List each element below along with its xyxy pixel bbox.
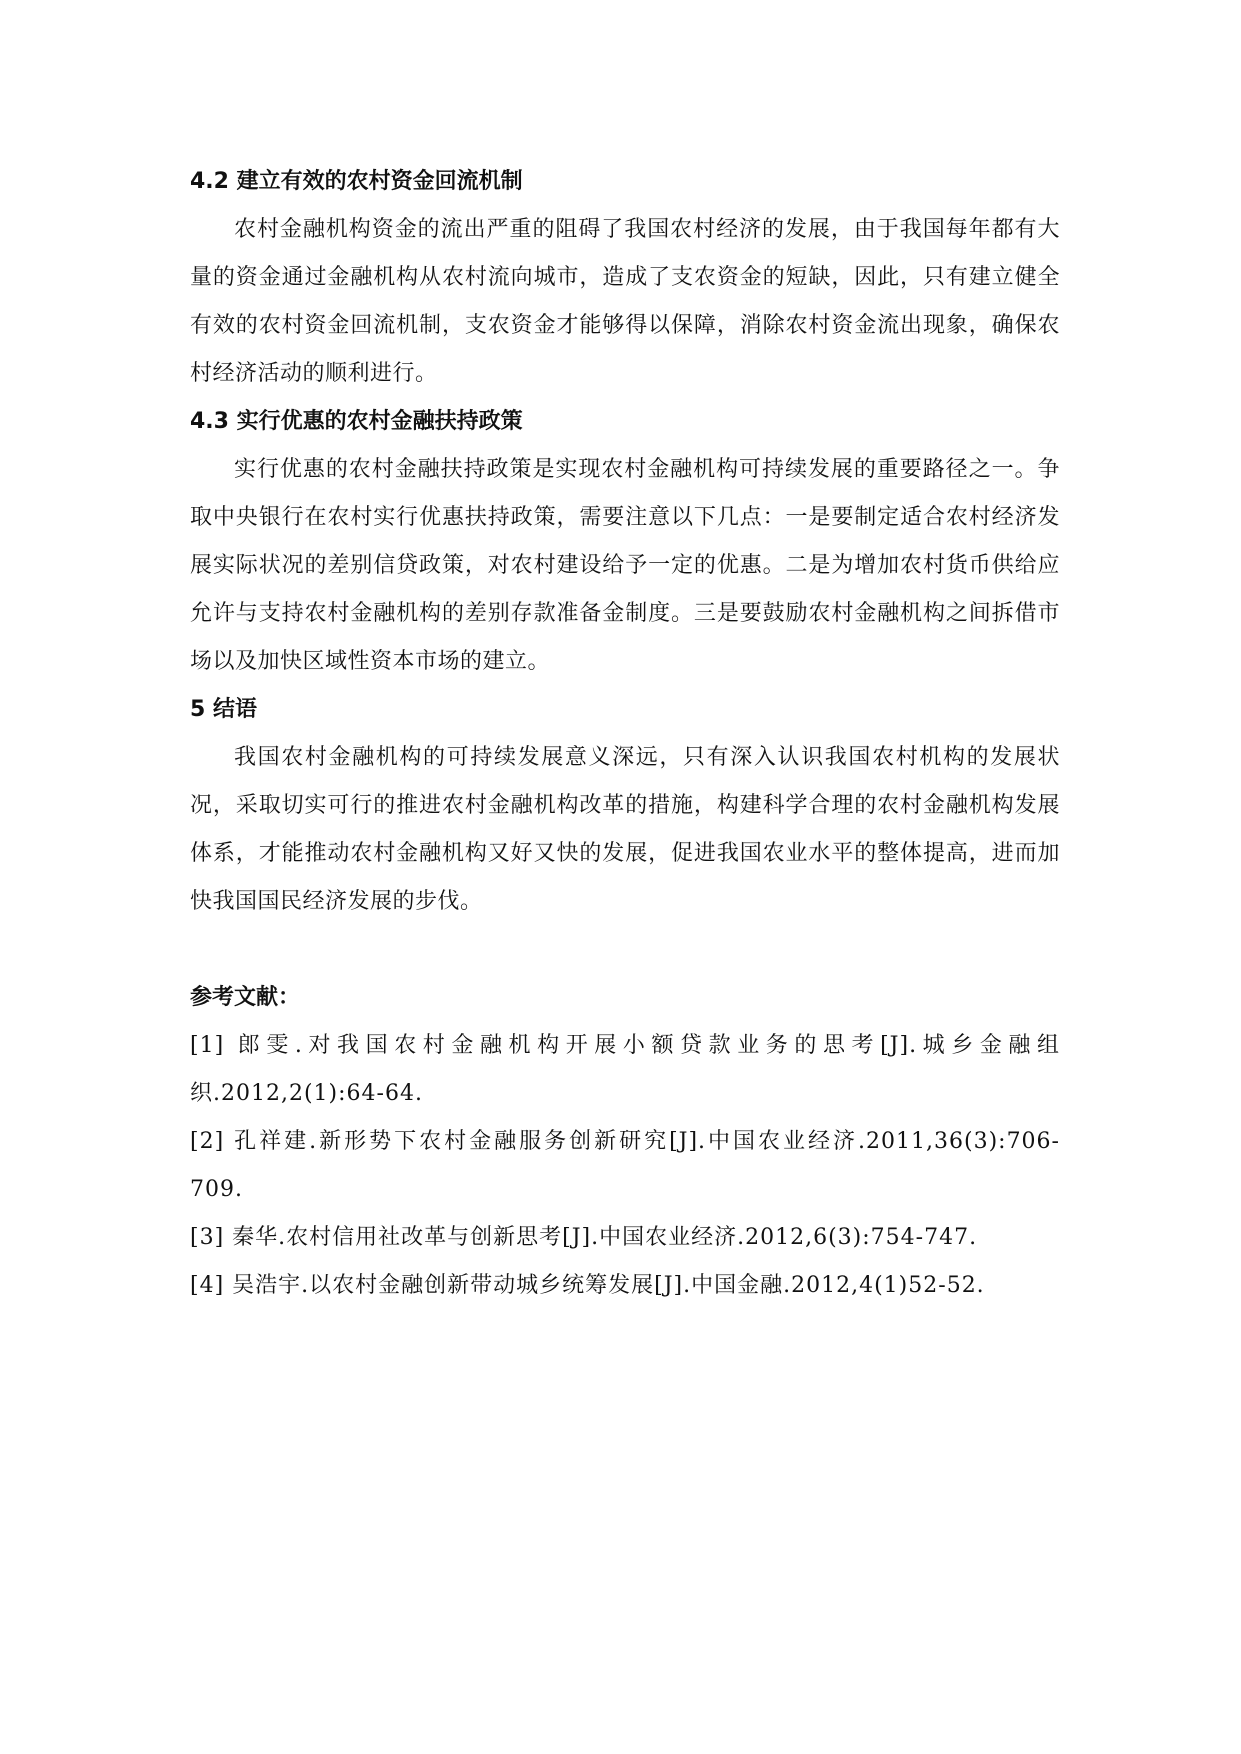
section-heading-4-3: 4.3 实行优惠的农村金融扶持政策 — [190, 409, 523, 434]
reference-item-4: [4] 吴浩宇.以农村金融创新带动城乡统筹发展[J].中国金融.2012,4(1)52-52. — [190, 1273, 985, 1298]
section-heading-4-2: 4.2 建立有效的农村资金回流机制 — [190, 169, 523, 194]
section-paragraph-4-2: 农村金融机构资金的流出严重的阻碍了我国农村经济的发展，由于我国每年都有大量的资金通过金融机构从农村流向城市，造成了支农资金的短缺，因此，只有建立健全有效的农村资金回流机制，支农资金才能够得以保障，消除农村资金流出现象，确保农村经济活动的顺利进行。 — [190, 217, 1060, 386]
reference-item-2: [2] 孔祥建.新形势下农村金融服务创新研究[J].中国农业经济.2011,36(3):706-709. — [190, 1129, 1060, 1202]
document-page — [190, 158, 1060, 1310]
reference-item-3: [3] 秦华.农村信用社改革与创新思考[J].中国农业经济.2012,6(3):754-747. — [190, 1225, 978, 1250]
blank-line — [190, 926, 1060, 974]
section-paragraph-5: 我国农村金融机构的可持续发展意义深远，只有深入认识我国农村机构的发展状况，采取切实可行的推进农村金融机构改革的措施，构建科学合理的农村金融机构发展体系，才能推动农村金融机构又好又快的发展，促进我国农业水平的整体提高，进而加快我国国民经济发展的步伐。 — [190, 745, 1060, 914]
section-paragraph-4-3: 实行优惠的农村金融扶持政策是实现农村金融机构可持续发展的重要路径之一。争取中央银行在农村实行优惠扶持政策，需要注意以下几点：一是要制定适合农村经济发展实际状况的差别信贷政策，对农村建设给予一定的优惠。二是为增加农村货币供给应允许与支持农村金融机构的差别存款准备金制度。三是要鼓励农村金融机构之间拆借市场以及加快区域性资本市场的建立。 — [190, 457, 1060, 674]
reference-item-1: [1] 郎雯.对我国农村金融机构开展小额贷款业务的思考[J].城乡金融组织.2012,2(1):64-64. — [190, 1033, 1060, 1106]
section-heading-5: 5 结语 — [190, 697, 257, 722]
references-title: 参考文献： — [190, 985, 301, 1010]
